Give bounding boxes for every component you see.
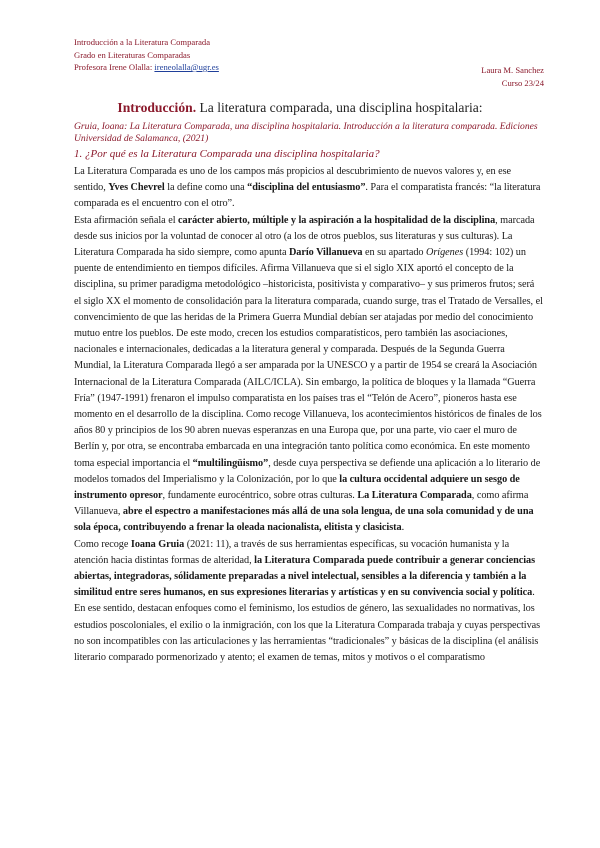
bold-run: Darío Villanueva (288, 247, 363, 259)
course-name: Introducción a la Literatura Comparada (74, 37, 211, 47)
bold-run: Yves Chevrel (108, 182, 165, 194)
citation: Gruia, Ioana: La Literatura Comparada, una disciplina hospitalaria. Introducción a la literatura comparada. Ediciones Universidad de Salamanca, (2021) (74, 121, 538, 144)
course-year: Curso 23/24 (501, 77, 544, 88)
professor-label: Profesora Irene Olalla: (74, 62, 155, 72)
text-run: . En ese sentido, destacan enfoques como el feminismo, los estudios de género, las sexualidades no normativas, los estudios poscoloniales, el exilio o la inmigración, con los que la Literatura Comparada trabaja y cuyas perspectivas no son incompatibles con las articulaciones y las herramientas “tradicionales” y básicas de la disciplina (el análisis literario comparado pormenorizado y atento; el examen de temas, mitos y motivos o el comparatismo (74, 587, 541, 664)
paragraph-1 (74, 164, 544, 213)
italic-run: Orígenes (426, 247, 464, 259)
bold-run: abre el espectro a manifestaciones más allá de una sola lengua, de una sola comunidad y de una sola época, contribuyendo a frenar la oleada nacionalista, elitista y clasicista (74, 506, 534, 534)
bold-run: la cultura occidental adquiere un sesgo de instrumento opresor (74, 473, 520, 502)
text-run: , fundamente eurocéntrico, sobre otras culturas. (162, 490, 358, 502)
text-run: . Para el comparatista francés: “la literatura comparada es el encuentro con el otro”. (74, 182, 541, 210)
text-run: Como recoge (74, 538, 131, 550)
page-title (0, 100, 600, 116)
title-accent: Introducción. (117, 100, 197, 115)
document-header (74, 36, 544, 74)
professor-line (74, 61, 544, 74)
text-run: (2021: 11), a través de sus herramientas específicas, su vocación humanista y la atención hacia distintas formas de alteridad, (74, 538, 510, 566)
paragraph-2 (74, 213, 544, 537)
text-run: en su apartado (362, 247, 427, 259)
student-name: Laura M. Sanchez (481, 65, 544, 75)
bold-run: la Literatura Comparada puede contribuir a generar conciencias abiertas, integradoras, sólidamente preparadas a nivel intelectual, sensibles a la diferencia y también a la similitud entre seres humanos, en sus expresiones literarias y artísticas y en su convivencia social y política (74, 554, 536, 599)
title-text: La literatura comparada, una disciplina hospitalaria: (196, 100, 483, 115)
bold-run: La Literatura Comparada (357, 490, 472, 502)
bold-run: “disciplina del entusiasmo” (247, 182, 366, 194)
body-text (74, 164, 544, 666)
professor-email-link[interactable]: ireneolalla@ugr.es (154, 62, 219, 72)
text-run: (1994: 102) un puente de entendimiento en tiempos difíciles. Afirma Villanueva que si el siglo XIX aportó el concepto de la disciplina, su primer paradigma metodológico –historicista, positivista y comparativo– y sus primeros frutos; será el siglo XX el momento de consolidación para la literatura comparada, cuando surge, tras el Tratado de Versalles, el convencimiento de que las heridas de la Primera Guerra Mundial debían ser atajadas por medio del conocimiento mutuo entre los pueblos. De este modo, crecen los estudios comparatísticos, pero también las asociaciones, nacionales e internacionales, dedicadas a la literatura general y comparada. Después de la Segunda Guerra Mundial, la Literatura Comparada llegó a ser amparada por la UNESCO y a partir de 1954 se creará la Asociación Internacional de la Literatura Comparada (AILC/ICLA). Sin embargo, la política de bloques y la llamada “Guerra Fría” (1947-1991) frenaron el impulso comparatista en los países tras el “Telón de Acero”, pioneros hasta ese momento en el desarrollo de la disciplina. Como recoge Villanueva, los acontecimientos históricos de finales de los años 80 y principios de los 90 abren nuevas esperanzas en una Europa que, por una parte, vio caer el muro de Berlín y, por otra, se encontraba embarcada en una integración tanto política como económica. En este momento toma especial importancia el (74, 247, 543, 469)
student-info (481, 64, 544, 89)
text-run: , desde cuya perspectiva se defiende una aplicación a lo literario de modelos tomados del Imperialismo y la Colonización, por lo que (74, 457, 541, 485)
bold-run: carácter abierto, múltiple y la aspiración a la hospitalidad de la disciplina (178, 214, 496, 226)
section-heading: 1. ¿Por qué es la Literatura Comparada una disciplina hospitalaria? (74, 148, 380, 160)
text-run: , como afirma Villanueva, (74, 490, 529, 518)
paragraph-3 (74, 537, 544, 667)
text-run: , marcada desde sus inicios por la voluntad de conocer al otro (a los de otros pueblos, sus literaturas y sus culturas). La Literatura Comparada ha sido siempre, como apunta (74, 214, 535, 259)
bold-run: Ioana Gruia (130, 538, 185, 550)
degree-name: Grado en Literaturas Comparadas (74, 49, 191, 60)
text-run: . (401, 522, 405, 534)
text-run: La Literatura Comparada es uno de los campos más propicios al descubrimiento de nuevos valores y, en ese sentido, (74, 166, 512, 194)
bold-run: “multilingüismo” (192, 457, 269, 469)
text-run: Esta afirmación señala el (74, 214, 178, 226)
text-run: la define como una (164, 182, 248, 194)
